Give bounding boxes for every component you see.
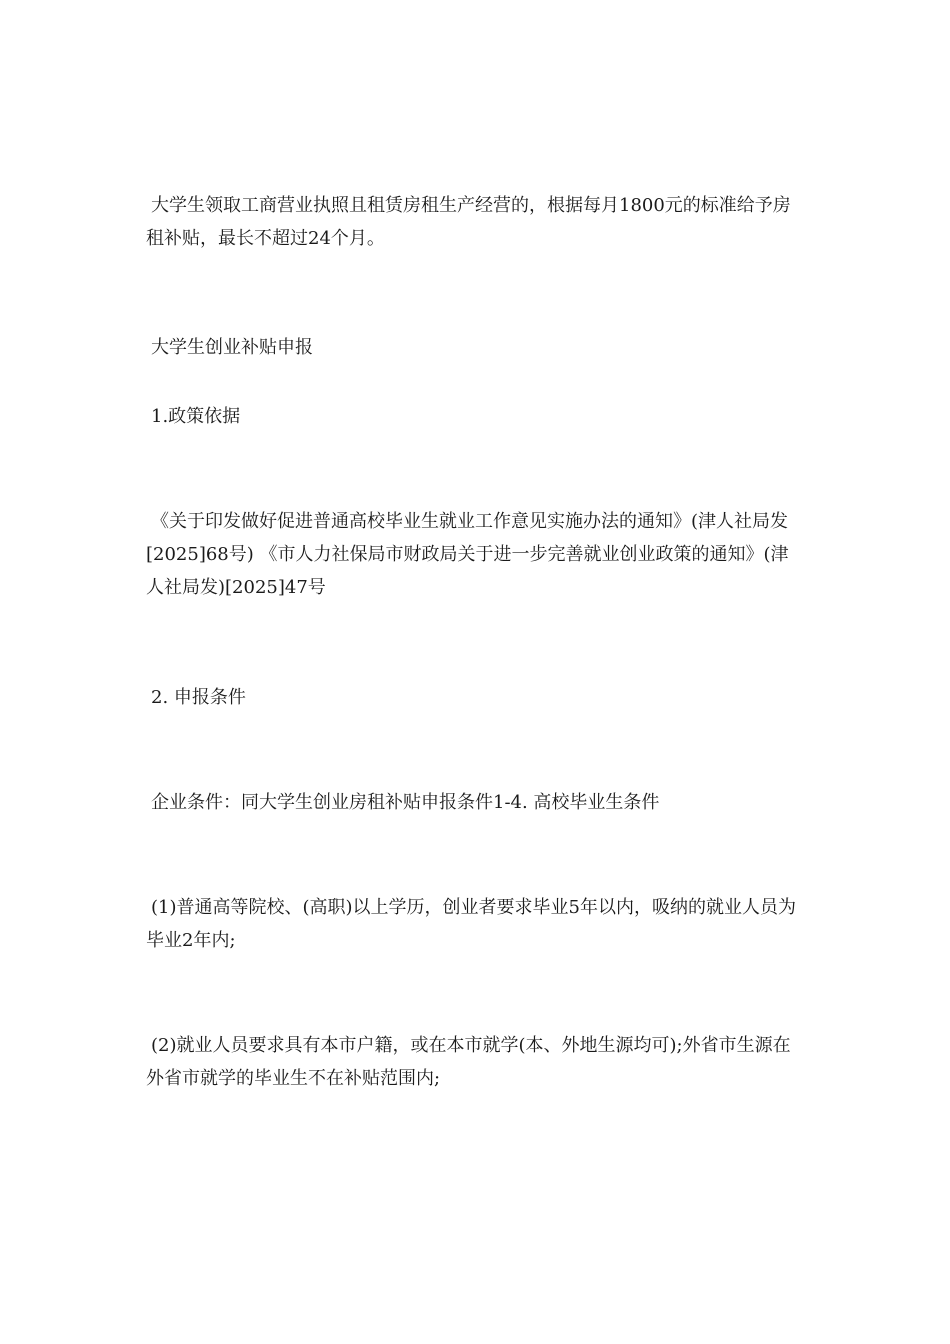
rent-subsidy-paragraph: 大学生领取工商营业执照且租赁房租生产经营的，根据每月1800元的标准给予房租补贴，最长不超过24个月。 xyxy=(146,195,791,249)
graduate-condition-2: (2)就业人员要求具有本市户籍，或在本市就学(本、外地生源均可);外省市生源在外省市就学的毕业生不在补贴范围内; xyxy=(146,1035,791,1089)
graduate-condition-1: (1)普通高等院校、(高职)以上学历，创业者要求毕业5年以内，吸纳的就业人员为毕业2年内; xyxy=(146,897,796,951)
declare-heading: 大学生创业补贴申报 xyxy=(151,337,313,358)
policy-basis-heading: 1.政策依据 xyxy=(151,406,241,427)
conditions-heading: 2. 申报条件 xyxy=(151,687,246,708)
policy-documents-paragraph: 《关于印发做好促进普通高校毕业生就业工作意见实施办法的通知》(津人社局发[2025]68号) 《市人力社保局市财政局关于进一步完善就业创业政策的通知》(津人社局发)[2025]47号 xyxy=(146,511,789,598)
enterprise-conditions-paragraph: 企业条件：同大学生创业房租补贴申报条件1-4. 高校毕业生条件 xyxy=(151,792,660,813)
